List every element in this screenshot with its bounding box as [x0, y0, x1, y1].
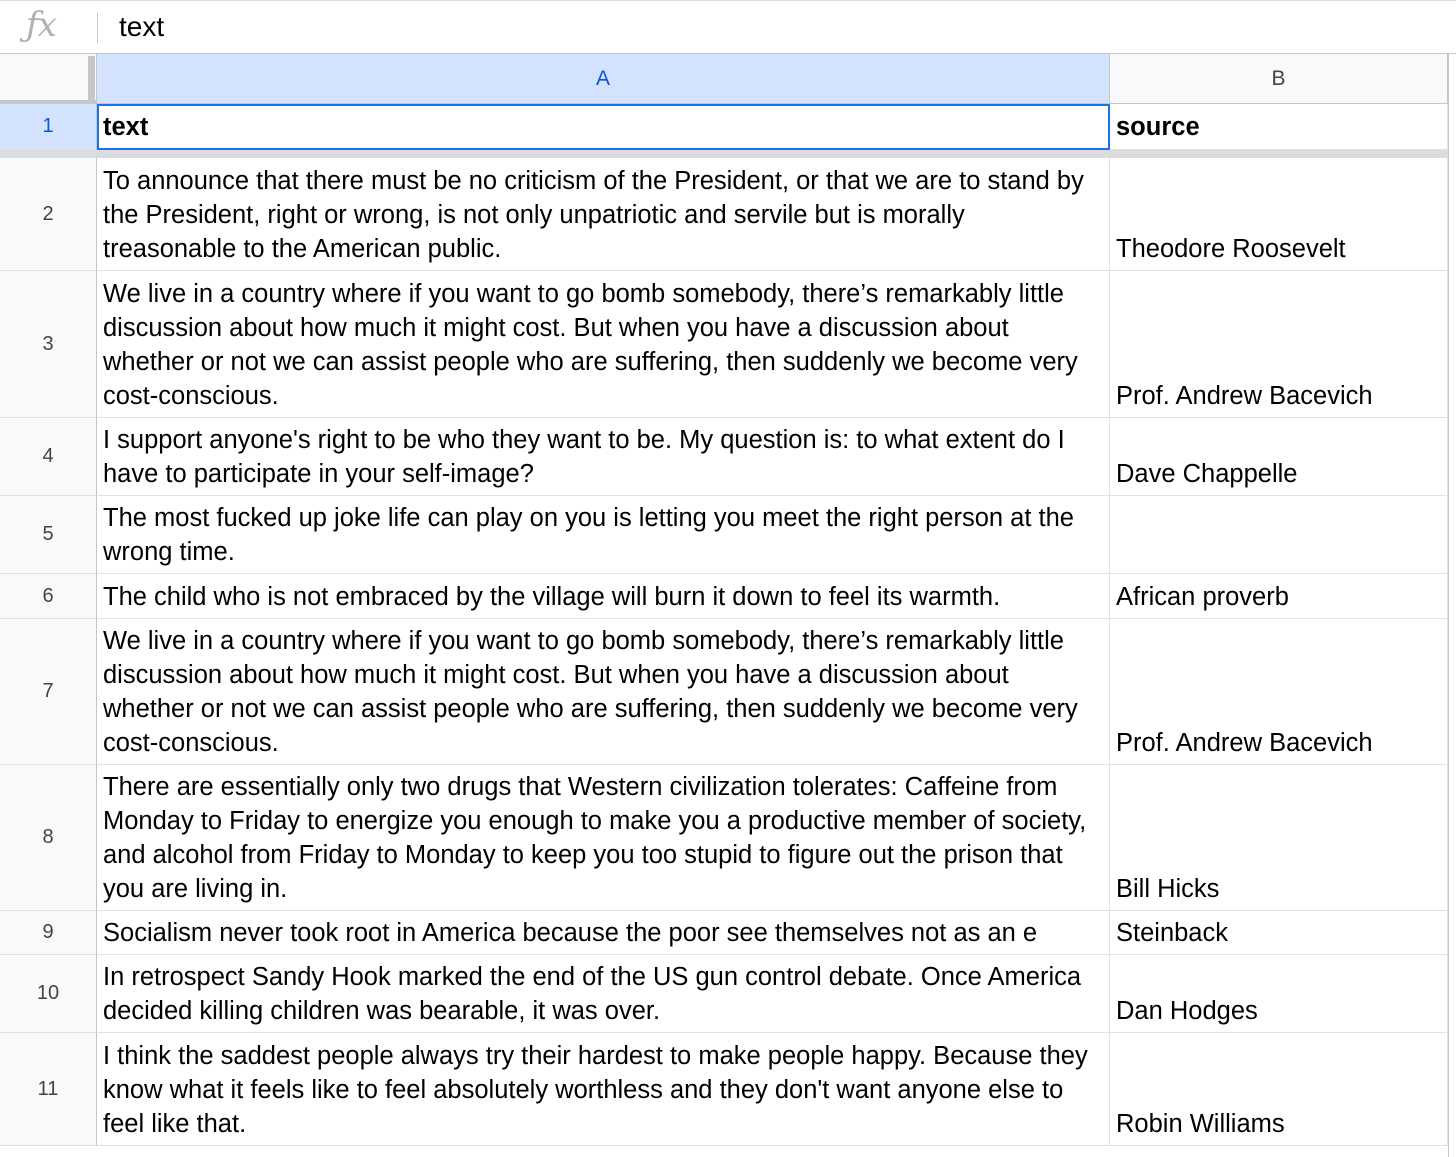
- cell-source[interactable]: [1110, 911, 1448, 955]
- table-row: [0, 418, 1456, 496]
- grid-right-edge: [1448, 54, 1456, 1157]
- column-header-b[interactable]: B: [1110, 54, 1448, 104]
- cell-source[interactable]: [1110, 1033, 1448, 1146]
- table-row: [0, 271, 1456, 418]
- formula-input[interactable]: text: [119, 11, 165, 42]
- quote-text: I support anyone's right to be who they want to be. My question is: to what extent do I have to participate in your self-image?: [103, 426, 1065, 488]
- quote-text: We live in a country where if you want to go bomb somebody, there’s remarkably little discussion about how much it might cost. But when you have a discussion about whether or not we can assist people who are suffering, then suddenly we become very cost-conscious.: [103, 280, 1078, 410]
- cell-source[interactable]: [1110, 271, 1448, 418]
- table-row: [0, 911, 1456, 955]
- cell-source[interactable]: [1110, 496, 1448, 574]
- cell-a1[interactable]: [97, 104, 1110, 150]
- cell-text[interactable]: [97, 911, 1110, 955]
- quote-text: The child who is not embraced by the village will burn it down to feel its warmth.: [103, 583, 1001, 611]
- quote-source: Dave Chappelle: [1116, 460, 1298, 488]
- quote-source: Theodore Roosevelt: [1116, 235, 1346, 263]
- table-row: [0, 619, 1456, 765]
- quote-source: Steinback: [1116, 919, 1228, 947]
- select-all-corner[interactable]: [0, 54, 97, 104]
- row-header[interactable]: 5: [0, 496, 97, 574]
- cell-text[interactable]: [97, 271, 1110, 418]
- cell-text[interactable]: [97, 496, 1110, 574]
- row-header[interactable]: 3: [0, 271, 97, 418]
- formula-bar: [0, 0, 1456, 54]
- quote-source: Robin Williams: [1116, 1110, 1285, 1138]
- table-row: [0, 158, 1456, 271]
- cell-source[interactable]: [1110, 955, 1448, 1033]
- cell-source[interactable]: [1110, 619, 1448, 765]
- cell-text[interactable]: [97, 619, 1110, 765]
- quote-text: The most fucked up joke life can play on you is letting you meet the right person at the wrong time.: [103, 504, 1074, 566]
- column-header-a[interactable]: A: [97, 54, 1110, 104]
- cell-source[interactable]: [1110, 158, 1448, 271]
- quote-source: African proverb: [1116, 583, 1289, 611]
- quote-source: Prof. Andrew Bacevich: [1116, 729, 1373, 757]
- row-header[interactable]: 8: [0, 765, 97, 911]
- quote-text: To announce that there must be no criticism of the President, or that we are to stand by the President, right or wrong, is not only unpatriotic and servile but is morally treasonable to the American public.: [103, 167, 1084, 263]
- freeze-handle[interactable]: [88, 56, 95, 102]
- quote-text: In retrospect Sandy Hook marked the end of the US gun control debate. Once America decided killing children was bearable, it was over.: [103, 963, 1082, 1025]
- table-row: [0, 955, 1456, 1033]
- row-header[interactable]: 11: [0, 1033, 97, 1146]
- cell-source[interactable]: [1110, 574, 1448, 619]
- cell-text[interactable]: [97, 1033, 1110, 1146]
- row-header-1[interactable]: 1: [0, 104, 97, 150]
- cell-a1-text: text: [103, 112, 149, 141]
- row-header[interactable]: 10: [0, 955, 97, 1033]
- formula-bar-divider: [97, 13, 98, 43]
- fx-icon: ƒx: [26, 5, 56, 45]
- cell-text[interactable]: [97, 955, 1110, 1033]
- quote-source: Prof. Andrew Bacevich: [1116, 382, 1373, 410]
- cell-b1[interactable]: [1110, 104, 1448, 150]
- row-header[interactable]: 6: [0, 574, 97, 619]
- cell-source[interactable]: [1110, 418, 1448, 496]
- cell-text[interactable]: [97, 158, 1110, 271]
- quote-text: We live in a country where if you want to go bomb somebody, there’s remarkably little discussion about how much it might cost. But when you have a discussion about whether or not we can assist people who are suffering, then suddenly we become very cost-conscious.: [103, 627, 1078, 757]
- table-row: [0, 496, 1456, 574]
- quote-source: Dan Hodges: [1116, 997, 1258, 1025]
- frozen-row-divider[interactable]: [0, 150, 1448, 158]
- row-header[interactable]: 2: [0, 158, 97, 271]
- table-row: [0, 765, 1456, 911]
- cell-text[interactable]: [97, 574, 1110, 619]
- cell-b1-text: source: [1116, 112, 1200, 141]
- quote-text: I think the saddest people always try their hardest to make people happy. Because they know what it feels like to feel absolutely worthless and they don't want anyone else to feel like that.: [103, 1042, 1088, 1138]
- row-header[interactable]: 7: [0, 619, 97, 765]
- quote-source: Bill Hicks: [1116, 875, 1220, 903]
- table-row: [0, 574, 1456, 619]
- cell-source[interactable]: [1110, 765, 1448, 911]
- quote-text: Socialism never took root in America because the poor see themselves not as an e: [103, 919, 1038, 947]
- cell-text[interactable]: [97, 765, 1110, 911]
- table-row-1: [0, 104, 1456, 150]
- cell-text[interactable]: [97, 418, 1110, 496]
- row-header[interactable]: 9: [0, 911, 97, 955]
- table-row: [0, 1033, 1456, 1146]
- row-header[interactable]: 4: [0, 418, 97, 496]
- quote-text: There are essentially only two drugs that Western civilization tolerates: Caffeine from Monday to Friday to energize you enough to make you a productive member of society, and alcohol from Friday to Monday to keep you too stupid to figure out the prison that you are living in.: [103, 773, 1087, 903]
